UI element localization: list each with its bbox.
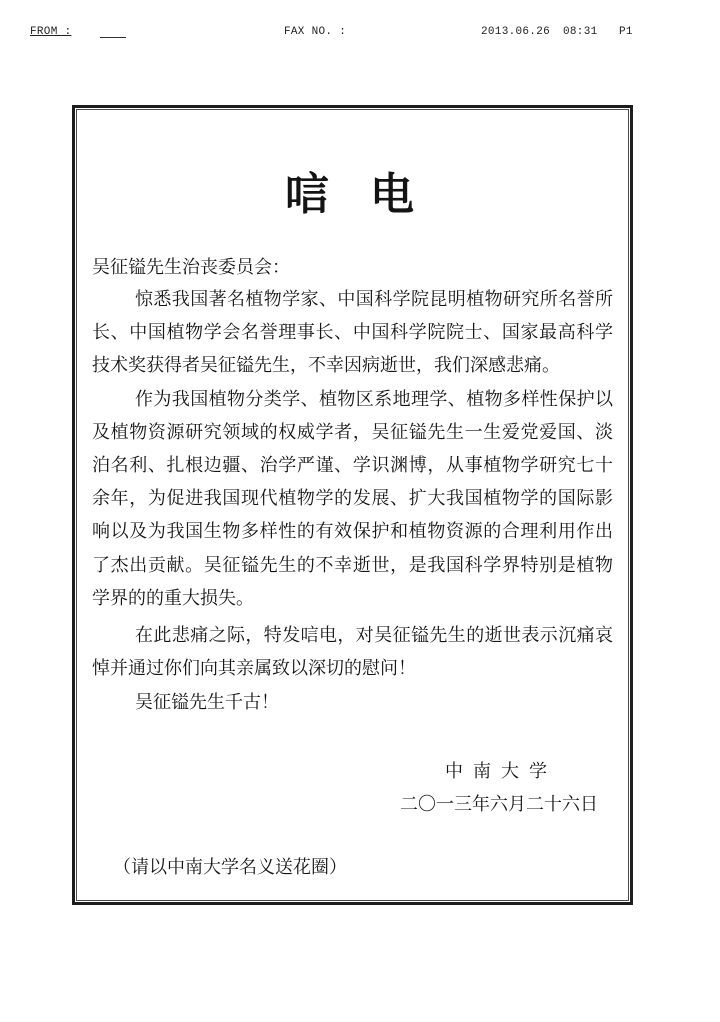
paragraph-line: 学界的的重大损失。 xyxy=(92,588,254,609)
paragraph-line: 响以及为我国生物多样性的有效保护和植物资源的合理利用作出 xyxy=(92,521,613,542)
title-char: 唁 xyxy=(285,169,329,220)
fax-page-number: P1 xyxy=(619,26,633,38)
paragraph-line: 技术奖获得者吴征镒先生，不幸因病逝世，我们深感悲痛。 xyxy=(92,355,560,376)
fax-from-blank xyxy=(100,25,126,38)
paragraph-line: 惊悉我国著名植物学家、中国科学院昆明植物研究所名誉所 xyxy=(135,289,613,310)
paragraph-line: 长、中国植物学会名誉理事长、中国科学院院士、国家最高科学 xyxy=(92,322,613,343)
signature-organization: 中南大学 xyxy=(445,761,557,782)
paragraph-line: 吴征镒先生千古！ xyxy=(135,692,279,713)
fax-time: 08:31 xyxy=(563,26,598,38)
salutation: 吴征镒先生治丧委员会： xyxy=(92,257,290,278)
paragraph-line: 作为我国植物分类学、植物区系地理学、植物多样性保护以 xyxy=(135,389,613,410)
paragraph-line: 在此悲痛之际，特发唁电，对吴征镒先生的逝世表示沉痛哀 xyxy=(135,625,613,646)
paragraph-line: 了杰出贡献。吴征镒先生的不幸逝世，是我国科学界特别是植物 xyxy=(92,555,613,576)
signature-date: 二〇一三年六月二十六日 xyxy=(400,794,598,815)
fax-number-label: FAX NO. : xyxy=(284,26,347,38)
fax-date: 2013.06.26 xyxy=(481,26,551,38)
wreath-note: （请以中南大学名义送花圈） xyxy=(113,857,347,878)
title-char: 电 xyxy=(370,169,414,220)
paragraph-line: 及植物资源研究领域的权威学者，吴征镒先生一生爱党爱国、淡 xyxy=(92,422,613,443)
fax-from-label: FROM : xyxy=(30,26,72,38)
paragraph-line: 悼并通过你们向其亲属致以深切的慰问！ xyxy=(92,658,416,679)
paragraph-line: 泊名利、扎根边疆、治学严谨、学识渊博，从事植物学研究七十 xyxy=(92,455,613,476)
condolence-letter xyxy=(72,105,633,905)
paragraph-line: 余年，为促进我国现代植物学的发展、扩大我国植物学的国际影 xyxy=(92,488,613,509)
